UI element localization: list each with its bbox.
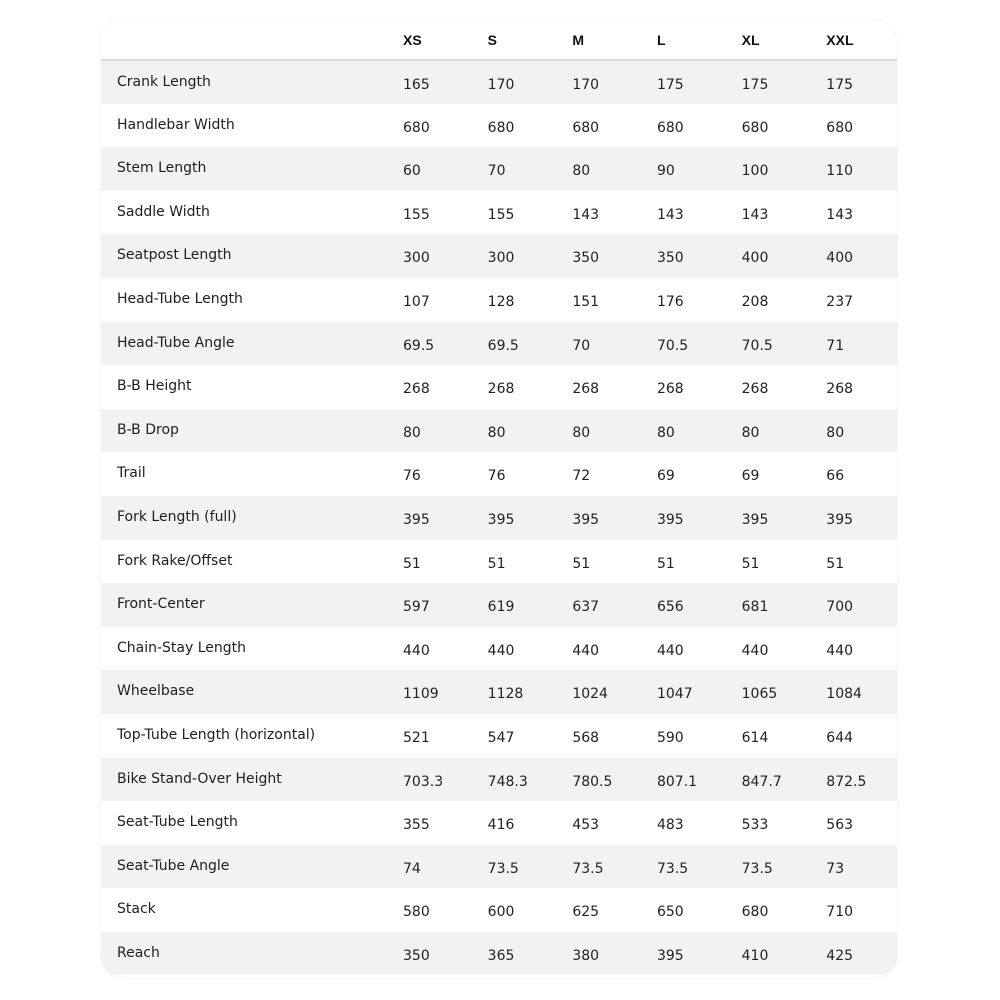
value-cell-xxl: 425	[826, 947, 854, 964]
value-cell-s: 748.3	[487, 773, 528, 790]
value-cell-m: 72	[572, 468, 591, 485]
value-cell-xxl: 66	[826, 468, 845, 485]
row-label: Wheelbase	[117, 683, 195, 700]
value-cell-xl: 410	[741, 947, 769, 964]
value-cell-xs: 51	[403, 555, 421, 572]
value-cell-m: 151	[572, 293, 600, 310]
table-row	[101, 670, 897, 714]
table-row	[101, 758, 897, 802]
header-label-cell	[101, 20, 389, 60]
size-header-xl: XL	[728, 20, 813, 60]
value-cell-xl: 680	[741, 119, 769, 136]
value-cell-m: 637	[572, 599, 600, 616]
value-cell-m: 453	[572, 817, 600, 834]
table-row	[101, 278, 897, 322]
row-label: Reach	[117, 944, 160, 961]
value-cell-m: 51	[572, 555, 591, 572]
value-cell-xxl: 80	[826, 424, 845, 441]
value-cell-s: 300	[487, 250, 515, 267]
value-cell-xxl: 268	[826, 381, 854, 398]
value-cell-s: 680	[487, 119, 515, 136]
row-label: Front-Center	[117, 596, 205, 613]
value-cell-s: 440	[487, 642, 515, 659]
value-cell-xxl: 563	[826, 817, 854, 834]
size-header-xs: XS	[389, 20, 474, 60]
value-cell-m: 380	[572, 947, 600, 964]
size-header-l: L	[643, 20, 728, 60]
table-row	[101, 191, 897, 235]
value-cell-m: 1024	[572, 686, 608, 703]
value-cell-s: 155	[487, 206, 515, 223]
value-cell-xl: 100	[741, 163, 769, 180]
value-cell-m: 680	[572, 119, 600, 136]
value-cell-l: 395	[656, 511, 684, 528]
value-cell-xxl: 400	[826, 250, 854, 267]
value-cell-xs: 1109	[403, 686, 439, 703]
value-cell-l: 70.5	[656, 337, 689, 354]
table-row	[101, 409, 897, 453]
row-label: Crank Length	[117, 74, 211, 90]
table-row	[101, 322, 897, 366]
value-cell-xxl: 143	[826, 206, 854, 223]
table-row	[101, 627, 897, 671]
table-row	[101, 234, 897, 278]
value-cell-s: 268	[487, 381, 515, 398]
value-cell-xxl: 644	[826, 729, 854, 746]
value-cell-xs: 300	[403, 250, 430, 267]
value-cell-xxl: 71	[826, 337, 845, 354]
table-row	[101, 496, 897, 540]
row-label: Fork Rake/Offset	[117, 552, 233, 569]
value-cell-s: 51	[487, 555, 506, 572]
value-cell-xxl: 175	[826, 77, 854, 93]
value-cell-s: 69.5	[487, 337, 519, 354]
value-cell-xs: 355	[403, 817, 430, 834]
row-label: Head-Tube Length	[117, 290, 243, 307]
value-cell-l: 440	[656, 642, 684, 659]
value-cell-xs: 80	[403, 424, 421, 441]
value-cell-xs: 76	[403, 468, 421, 485]
value-cell-s: 365	[487, 947, 515, 964]
value-cell-m: 143	[572, 206, 600, 223]
value-cell-l: 1047	[656, 686, 693, 703]
value-cell-l: 590	[656, 729, 684, 746]
value-cell-l: 656	[656, 599, 684, 616]
table-row	[101, 583, 897, 627]
value-cell-xs: 521	[403, 729, 430, 746]
value-cell-xs: 680	[403, 119, 430, 136]
value-cell-xs: 74	[403, 860, 421, 877]
row-label: Seatpost Length	[117, 247, 232, 264]
table-row	[101, 801, 897, 845]
table-row	[101, 452, 897, 496]
row-label: B-B Drop	[117, 421, 179, 438]
table-row	[101, 714, 897, 758]
value-cell-s: 76	[487, 468, 506, 485]
size-header-m: M	[558, 20, 643, 60]
value-cell-xl: 268	[741, 381, 769, 398]
value-cell-l: 395	[656, 947, 684, 964]
value-cell-xl: 73.5	[741, 860, 773, 877]
value-cell-xxl: 73	[826, 860, 845, 877]
value-cell-xs: 69.5	[403, 337, 435, 354]
value-cell-xs: 60	[403, 163, 421, 180]
value-cell-l: 69	[656, 468, 675, 485]
row-label: Saddle Width	[117, 203, 210, 220]
table-row	[101, 888, 897, 932]
value-cell-l: 175	[656, 77, 684, 93]
header-row	[101, 20, 897, 60]
value-cell-xxl: 395	[826, 511, 854, 528]
value-cell-m: 70	[572, 337, 591, 354]
table-row	[101, 104, 897, 148]
value-cell-m: 780.5	[572, 773, 613, 790]
table-row	[101, 60, 897, 104]
value-cell-xl: 533	[741, 817, 769, 834]
table-row	[101, 932, 897, 976]
row-label: Fork Length (full)	[117, 508, 237, 525]
value-cell-xs: 350	[403, 947, 430, 964]
value-cell-xs: 703.3	[403, 773, 444, 790]
table-row	[101, 845, 897, 889]
value-cell-m: 80	[572, 424, 591, 441]
value-cell-s: 395	[487, 511, 515, 528]
value-cell-xl: 681	[741, 599, 769, 616]
table-row	[101, 540, 897, 584]
row-label: B-B Height	[117, 378, 192, 395]
value-cell-m: 268	[572, 381, 600, 398]
value-cell-xl: 51	[741, 555, 760, 572]
row-label: Seat-Tube Length	[117, 814, 238, 831]
value-cell-m: 350	[572, 250, 600, 267]
table-body	[101, 60, 897, 975]
value-cell-xl: 680	[741, 904, 769, 921]
value-cell-s: 170	[487, 77, 515, 93]
value-cell-xl: 614	[741, 729, 769, 746]
value-cell-l: 73.5	[656, 860, 689, 877]
value-cell-xl: 70.5	[741, 337, 773, 354]
row-label: Seat-Tube Angle	[117, 857, 230, 874]
value-cell-xl: 143	[741, 206, 769, 223]
value-cell-m: 440	[572, 642, 600, 659]
value-cell-l: 51	[656, 555, 675, 572]
value-cell-xl: 395	[741, 511, 769, 528]
value-cell-xs: 597	[403, 599, 430, 616]
row-label: Stem Length	[117, 160, 207, 177]
value-cell-xxl: 1084	[826, 686, 862, 703]
size-header-xxl: XXL	[812, 20, 897, 60]
value-cell-xl: 80	[741, 424, 760, 441]
value-cell-xs: 155	[403, 206, 430, 223]
value-cell-m: 73.5	[572, 860, 604, 877]
row-label: Stack	[117, 901, 156, 918]
value-cell-s: 73.5	[487, 860, 519, 877]
value-cell-l: 268	[656, 381, 684, 398]
value-cell-xs: 107	[403, 293, 430, 310]
value-cell-l: 680	[656, 119, 684, 136]
value-cell-s: 70	[487, 163, 506, 180]
value-cell-s: 1128	[487, 686, 524, 703]
row-label: Chain-Stay Length	[117, 639, 247, 656]
table-row	[101, 365, 897, 409]
value-cell-s: 416	[487, 817, 515, 834]
value-cell-xs: 268	[403, 381, 430, 398]
value-cell-xl: 175	[741, 77, 769, 93]
value-cell-l: 650	[656, 904, 684, 921]
value-cell-s: 619	[487, 599, 515, 616]
value-cell-s: 128	[487, 293, 515, 310]
value-cell-xs: 395	[403, 511, 430, 528]
row-label: Trail	[117, 465, 146, 482]
value-cell-s: 600	[487, 904, 515, 921]
value-cell-xxl: 872.5	[826, 773, 867, 790]
value-cell-l: 80	[656, 424, 675, 441]
geometry-table	[101, 20, 897, 975]
value-cell-l: 483	[656, 817, 684, 834]
geometry-table-card	[101, 20, 897, 978]
value-cell-l: 807.1	[656, 773, 698, 790]
value-cell-l: 350	[656, 250, 684, 267]
row-label: Top-Tube Length (horizontal)	[117, 726, 316, 743]
value-cell-xl: 440	[741, 642, 769, 659]
value-cell-s: 80	[487, 424, 506, 441]
value-cell-xxl: 440	[826, 642, 854, 659]
value-cell-l: 176	[656, 293, 684, 310]
value-cell-xxl: 110	[826, 163, 854, 180]
value-cell-xl: 1065	[741, 686, 778, 703]
value-cell-xl: 847.7	[741, 773, 782, 790]
value-cell-m: 170	[572, 77, 600, 93]
value-cell-xl: 208	[741, 293, 769, 310]
value-cell-m: 568	[572, 729, 600, 746]
row-label: Bike Stand-Over Height	[117, 770, 282, 787]
value-cell-xs: 165	[403, 77, 430, 93]
value-cell-m: 395	[572, 511, 600, 528]
value-cell-xxl: 680	[826, 119, 854, 136]
table-row	[101, 147, 897, 191]
value-cell-l: 143	[656, 206, 684, 223]
value-cell-xxl: 700	[826, 599, 854, 616]
value-cell-s: 547	[487, 729, 515, 746]
value-cell-xxl: 51	[826, 555, 845, 572]
value-cell-m: 80	[572, 163, 591, 180]
value-cell-xxl: 237	[826, 293, 854, 310]
value-cell-xs: 580	[403, 904, 430, 921]
value-cell-xl: 69	[741, 468, 760, 485]
value-cell-xl: 400	[741, 250, 769, 267]
value-cell-l: 90	[656, 163, 675, 180]
row-label: Head-Tube Angle	[117, 334, 235, 351]
value-cell-xxl: 710	[826, 904, 854, 921]
size-header-s: S	[474, 20, 559, 60]
row-label: Handlebar Width	[117, 116, 235, 133]
value-cell-xs: 440	[403, 642, 430, 659]
value-cell-m: 625	[572, 904, 600, 921]
